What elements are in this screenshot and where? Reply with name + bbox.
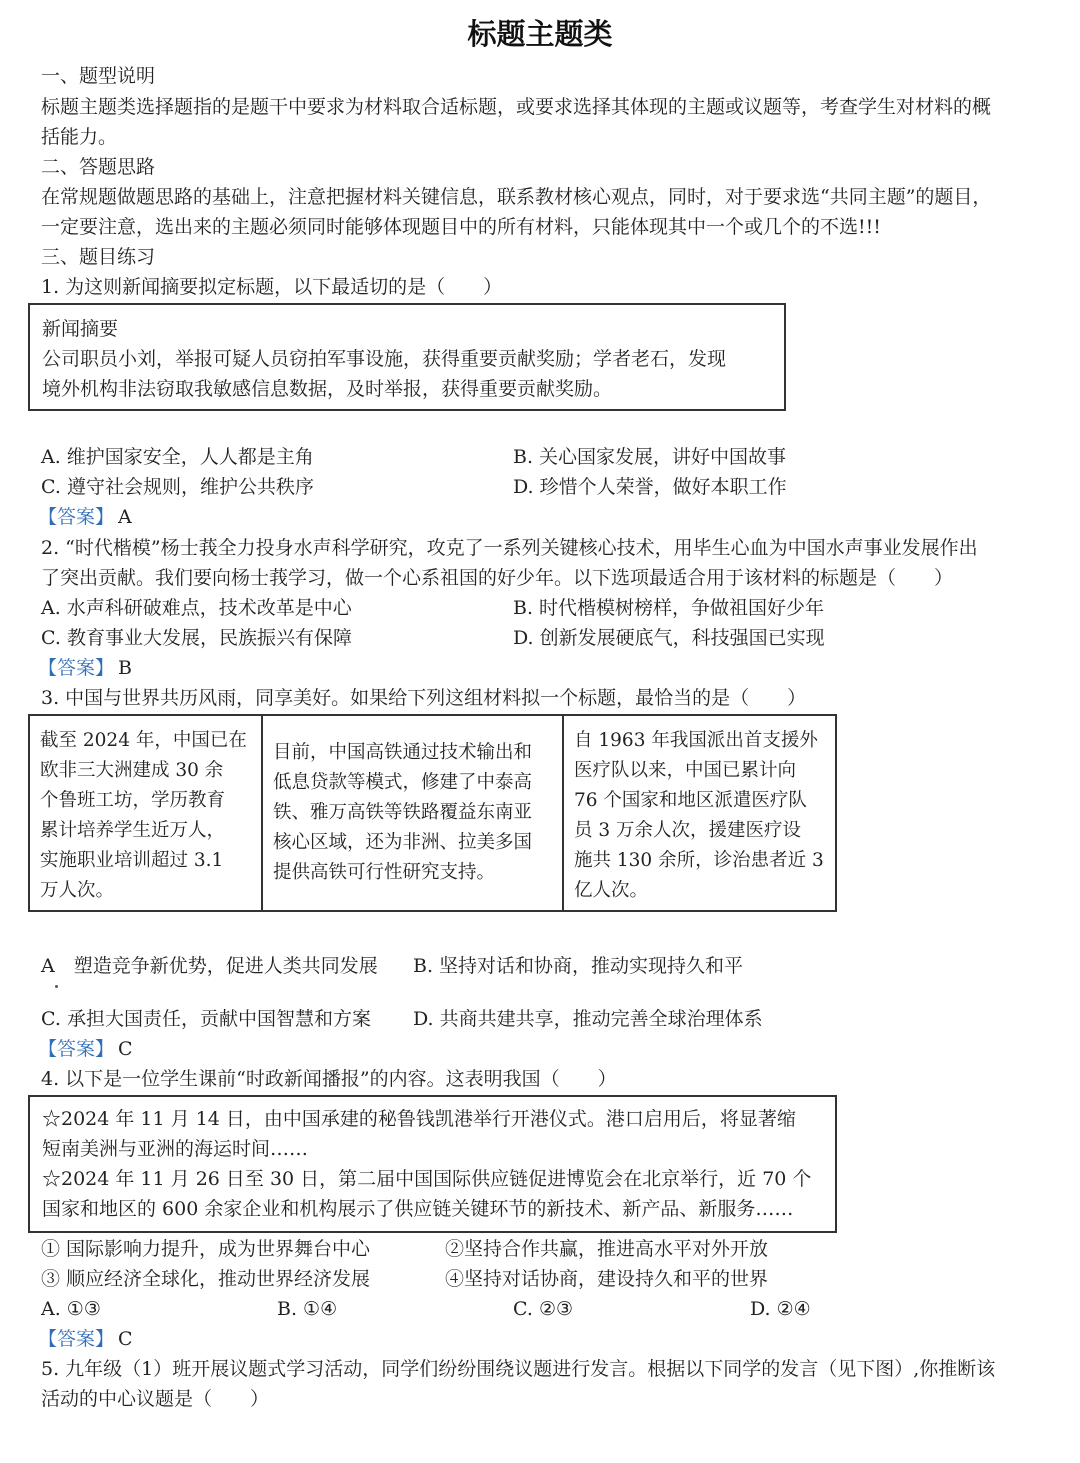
section-text: 标题主题类选择题指的是题干中要求为材料取合适标题，或要求选择其体现的主题或议题等，考查学生对材料的概 — [41, 96, 992, 118]
answer-value: C — [118, 1328, 133, 1350]
question-4-option-a: A. ①③ — [41, 1298, 101, 1320]
question-3-option-a: A 塑造竞争新优势，促进人类共同发展 — [41, 955, 378, 977]
material-cell-lubanworkshop: 截至 2024 年，中国已在 欧非三大洲建成 30 余 个鲁班工坊，学历教育 累计培养学生近万人， 实施职业培训超过 3.1 万人次。 — [40, 730, 247, 901]
question-3-option-c: C. 承担大国责任，贡献中国智慧和方案 — [41, 1008, 371, 1030]
section-text: 一定要注意，选出来的主题必须同时能够体现题目中的所有材料，只能体现其中一个或几个的不选!!! — [41, 216, 881, 238]
question-4-statement-1: ① 国际影响力提升，成为世界舞台中心 — [41, 1238, 371, 1260]
section-heading-type: 一、题型说明 — [41, 65, 156, 87]
question-3-option-b: B. 坚持对话和协商，推动实现持久和平 — [413, 955, 744, 977]
stray-dot-mark — [55, 985, 58, 988]
answer-value: C — [118, 1038, 133, 1060]
question-4-statement-3: ③ 顺应经济全球化，推动世界经济发展 — [41, 1268, 371, 1290]
question-2-answer — [38, 654, 132, 682]
question-2-stem: 2. “时代楷模”杨士莪全力投身水声科学研究，攻克了一系列关键核心技术，用毕生心血为中国水声事业发展作出 — [41, 537, 978, 559]
answer-label: 【答案】 — [38, 1038, 115, 1060]
material-cell-highspeedrail: 目前，中国高铁通过技术输出和 低息贷款等模式，修建了中泰高 铁、雅万高铁等铁路覆益东南亚 核心区域，还为非洲、拉美多国 提供高铁可行性研究支持。 — [261, 716, 562, 910]
question-4-option-b: B. ①④ — [277, 1298, 338, 1320]
question-5-stem: 5. 九年级（1）班开展议题式学习活动，同学们纷纷围绕议题进行发言。根据以下同学的发言（见下图）,你推断该 — [41, 1358, 996, 1380]
material-line: ☆2024 年 11 月 14 日，由中国承建的秘鲁钱凯港举行开港仪式。港口启用后，将显著缩 — [42, 1108, 796, 1130]
question-1-option-c: C. 遵守社会规则，维护公共秩序 — [41, 476, 314, 498]
question-1-stem: 1. 为这则新闻摘要拟定标题，以下最适切的是（ ） — [41, 276, 503, 298]
question-4-statement-4: ④坚持对话协商，建设持久和平的世界 — [445, 1268, 769, 1290]
material-line: 短南美洲与亚洲的海运时间…… — [42, 1138, 309, 1160]
section-text: 在常规题做题思路的基础上，注意把握材料关键信息，联系教材核心观点，同时，对于要求选“共同主题”的题目， — [41, 186, 992, 208]
material-line: 境外机构非法窃取我敏感信息数据，及时举报，获得重要贡献奖励。 — [42, 378, 613, 400]
answer-value: B — [118, 657, 132, 679]
question-2-option-c: C. 教育事业大发展，民族振兴有保障 — [41, 627, 352, 649]
question-1-option-b: B. 关心国家发展，讲好中国故事 — [513, 446, 787, 468]
question-1-option-d: D. 珍惜个人荣誉，做好本职工作 — [513, 476, 787, 498]
material-line: ☆2024 年 11 月 26 日至 30 日，第二届中国国际供应链促进博览会在北京举行，近 70 个 — [42, 1168, 812, 1190]
question-4-option-d: D. ②④ — [750, 1298, 811, 1320]
question-2-stem: 了突出贡献。我们要向杨士莪学习，做一个心系祖国的好少年。以下选项最适合用于该材料的标题是（ ） — [41, 567, 954, 589]
question-3-material-table — [28, 714, 837, 912]
question-1-answer — [38, 503, 132, 531]
material-line: 国家和地区的 600 余家企业和机构展示了供应链关键环节的新技术、新产品、新服务…… — [42, 1198, 794, 1220]
answer-label: 【答案】 — [38, 1328, 115, 1350]
question-3-answer — [38, 1035, 133, 1063]
question-2-option-b: B. 时代楷模树榜样，争做祖国好少年 — [513, 597, 825, 619]
answer-label: 【答案】 — [38, 506, 115, 528]
material-line: 公司职员小刘，举报可疑人员窃拍军事设施，获得重要贡献奖励；学者老石，发现 — [42, 348, 727, 370]
question-4-stem: 4. 以下是一位学生课前“时政新闻播报”的内容。这表明我国（ ） — [41, 1068, 617, 1090]
question-4-answer — [38, 1325, 133, 1353]
section-heading-approach: 二、答题思路 — [41, 156, 156, 178]
page-title: 标题主题类 — [467, 17, 613, 51]
material-cell-medicalteam: 自 1963 年我国派出首支援外 医疗队以来，中国已累计向 76 个国家和地区派遣医疗队 员 3 万余人次，援建医疗设 施共 130 余所，诊治患者近 3 亿人次。 — [562, 716, 835, 910]
answer-value: A — [118, 506, 132, 528]
question-2-option-a: A. 水声科研破难点，技术改革是中心 — [41, 597, 352, 619]
section-heading-practice: 三、题目练习 — [41, 246, 156, 268]
answer-label: 【答案】 — [38, 657, 115, 679]
material-line: 新闻摘要 — [42, 318, 119, 340]
question-1-material-box — [28, 303, 786, 411]
question-4-material-box — [28, 1095, 837, 1233]
question-2-option-d: D. 创新发展硬底气，科技强国已实现 — [513, 627, 825, 649]
question-5-stem: 活动的中心议题是（ ） — [41, 1388, 270, 1410]
question-1-option-a: A. 维护国家安全，人人都是主角 — [41, 446, 314, 468]
question-3-option-d: D. 共商共建共享，推动完善全球治理体系 — [413, 1008, 763, 1030]
section-text: 括能力。 — [41, 126, 118, 148]
question-3-stem: 3. 中国与世界共历风雨，同享美好。如果给下列这组材料拟一个标题，最恰当的是（ ） — [41, 687, 807, 709]
question-4-statement-2: ②坚持合作共赢，推进高水平对外开放 — [445, 1238, 769, 1260]
question-4-option-c: C. ②③ — [513, 1298, 574, 1320]
